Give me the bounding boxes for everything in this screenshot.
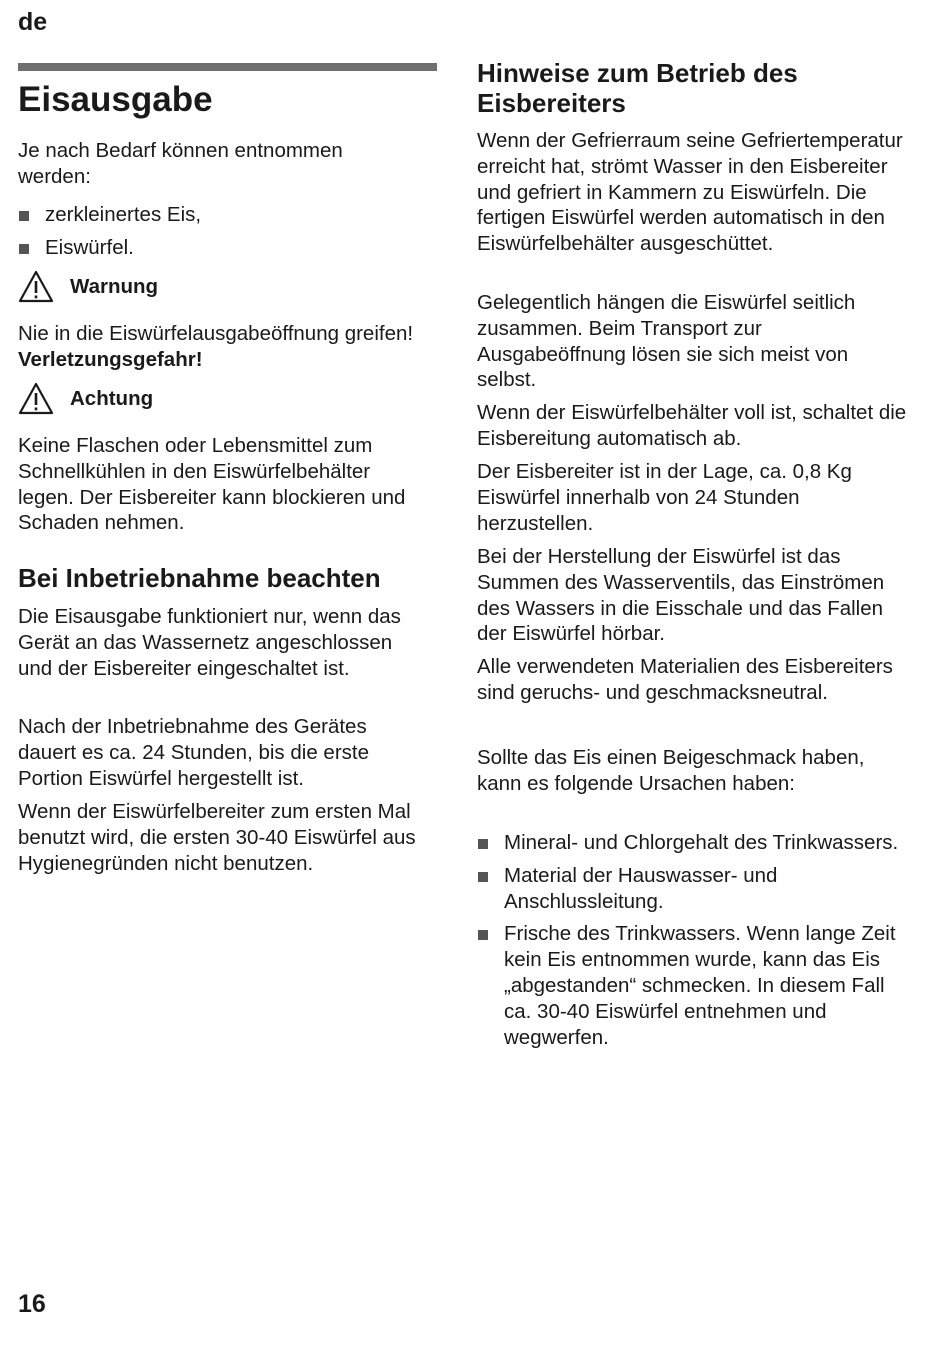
warning-heading — [18, 270, 158, 304]
caution-title: Achtung — [70, 387, 154, 410]
paragraph: Alle verwendeten Materialien des Eisbereiters sind geruchs- und geschmacksneutral. — [477, 655, 893, 704]
paragraph: Wenn der Gefrierraum seine Gefriertemperatur erreicht hat, strömt Wasser in den Eisbereiter und gefriert in Kammern zu Eiswürfeln. Die fertigen Eiswürfel werden automatisch in den Eiswürfelbehälter ausgeschüttet. — [477, 129, 903, 256]
caution-heading — [18, 382, 153, 416]
page-title: Eisausgabe — [18, 80, 213, 119]
bullet-square-icon — [19, 211, 29, 221]
bullet-square-icon — [478, 872, 488, 882]
causes-list — [477, 830, 917, 1050]
intro-text: Je nach Bedarf können entnommen werden: — [18, 139, 343, 188]
warning-emphasis: Verletzungsgefahr! — [18, 347, 203, 371]
bullet-square-icon — [19, 244, 29, 254]
paragraph: Wenn der Eiswürfelbereiter zum ersten Mal benutzt wird, die ersten 30-40 Eiswürfel aus Hygienegründen nicht benutzen. — [18, 800, 416, 875]
paragraph: Sollte das Eis einen Beigeschmack haben, kann es folgende Ursachen haben: — [477, 746, 865, 795]
paragraph: Gelegentlich hängen die Eiswürfel seitlich zusammen. Beim Transport zur Ausgabeöffnung lösen sie sich meist von selbst. — [477, 291, 856, 392]
paragraph: Die Eisausgabe funktioniert nur, wenn das Gerät an das Wassernetz angeschlossen und der Eisbereiter eingeschaltet ist. — [18, 605, 401, 680]
paragraph: Bei der Herstellung der Eiswürfel ist das Summen des Wasserventils, das Einströmen des Wassers in die Eisschale und das Fallen der Eiswürfel hörbar. — [477, 545, 885, 646]
section-heading-inbetriebnahme: Bei Inbetriebnahme beachten — [18, 563, 381, 593]
section-heading-betrieb: Hinweise zum Betrieb des Eisbereiters — [477, 58, 798, 118]
language-code: de — [18, 8, 48, 36]
warning-title: Warnung — [70, 275, 159, 298]
ice-types-list — [18, 202, 418, 261]
bullet-square-icon — [478, 839, 488, 849]
list-item: Mineral- und Chlorgehalt des Trinkwassers. — [477, 830, 917, 856]
section-divider-bar — [18, 63, 437, 71]
paragraph: Nach der Inbetriebnahme des Gerätes dauert es ca. 24 Stunden, bis die erste Portion Eiswürfel hergestellt ist. — [18, 715, 370, 790]
warning-triangle-icon — [18, 270, 54, 304]
list-item: Material der Hauswasser- und Anschlussleitung. — [477, 863, 917, 915]
bullet-square-icon — [478, 930, 488, 940]
list-item: Frische des Trinkwassers. Wenn lange Zeit kein Eis entnommen wurde, kann das Eis „abgestanden“ schmecken. In diesem Fall ca. 30-40 Eiswürfel entnehmen und wegwerfen. — [477, 921, 917, 1050]
warning-triangle-icon — [18, 382, 54, 416]
paragraph: Der Eisbereiter ist in der Lage, ca. 0,8 Kg Eiswürfel innerhalb von 24 Stunden herzustellen. — [477, 460, 852, 535]
list-item: zerkleinertes Eis, — [18, 202, 418, 228]
caution-text: Keine Flaschen oder Lebensmittel zum Schnellkühlen in den Eiswürfelbehälter legen. Der Eisbereiter kann blockieren und Schaden nehmen. — [18, 434, 406, 535]
paragraph: Wenn der Eiswürfelbehälter voll ist, schaltet die Eisbereitung automatisch ab. — [477, 401, 907, 450]
page-number: 16 — [18, 1290, 46, 1318]
warning-text: Nie in die Eiswürfelausgabeöffnung greifen! Verletzungsgefahr! — [18, 322, 414, 371]
list-item: Eiswürfel. — [18, 235, 418, 261]
